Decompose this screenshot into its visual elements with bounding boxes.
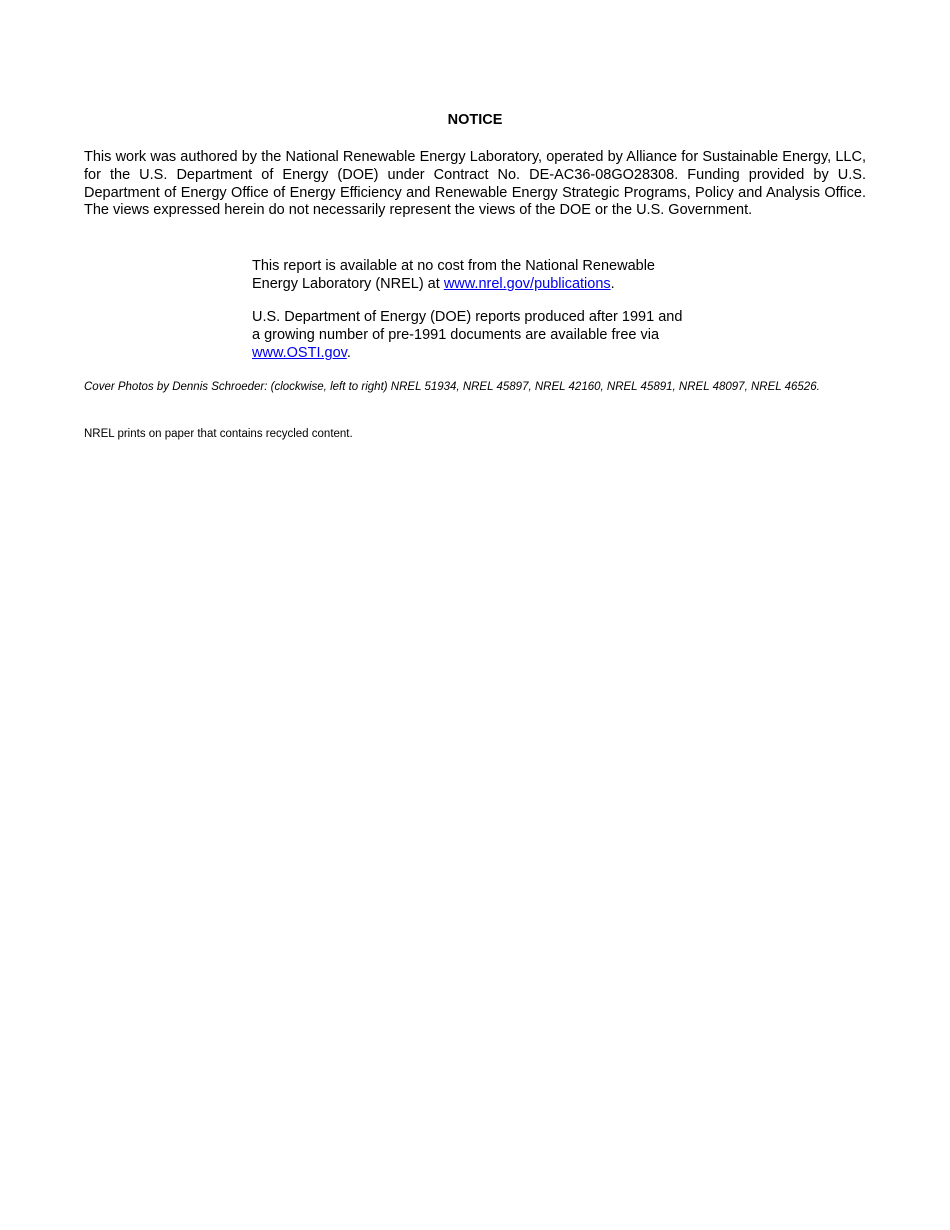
nrel-availability-period: .	[610, 276, 615, 292]
nrel-availability-text: This report is available at no cost from the National Renewable Energy Laboratory (NREL) at	[252, 258, 655, 292]
recycled-content-note: NREL prints on paper that contains recycled content.	[84, 428, 353, 440]
cover-photos-credit: Cover Photos by Dennis Schroeder: (clockwise, left to right) NREL 51934, NREL 45897, NREL 42160, NREL 45891, NREL 48097, NREL 46526.	[84, 381, 820, 393]
osti-availability-statement	[252, 308, 692, 362]
osti-link[interactable]: www.OSTI.gov	[252, 345, 347, 361]
nrel-publications-link[interactable]: www.nrel.gov/publications	[443, 276, 611, 292]
notice-body: This work was authored by the National Renewable Energy Laboratory, operated by Alliance for Sustainable Energy, LLC, for the U.S. Department of Energy (DOE) under Contract No. DE-AC36-08GO28308. Funding provided by U.S. Department of Energy Office of Energy Efficiency and Renewable Energy Strategic Programs, Policy and Analysis Office. The views expressed herein do not necessarily represent the views of the DOE or the U.S. Government.	[84, 149, 866, 219]
nrel-availability-statement	[252, 257, 702, 293]
notice-title: NOTICE	[447, 112, 503, 128]
osti-availability-period: .	[346, 345, 351, 361]
osti-availability-text: U.S. Department of Energy (DOE) reports produced after 1991 and a growing number of pre-1991 documents are available free via	[252, 309, 683, 343]
